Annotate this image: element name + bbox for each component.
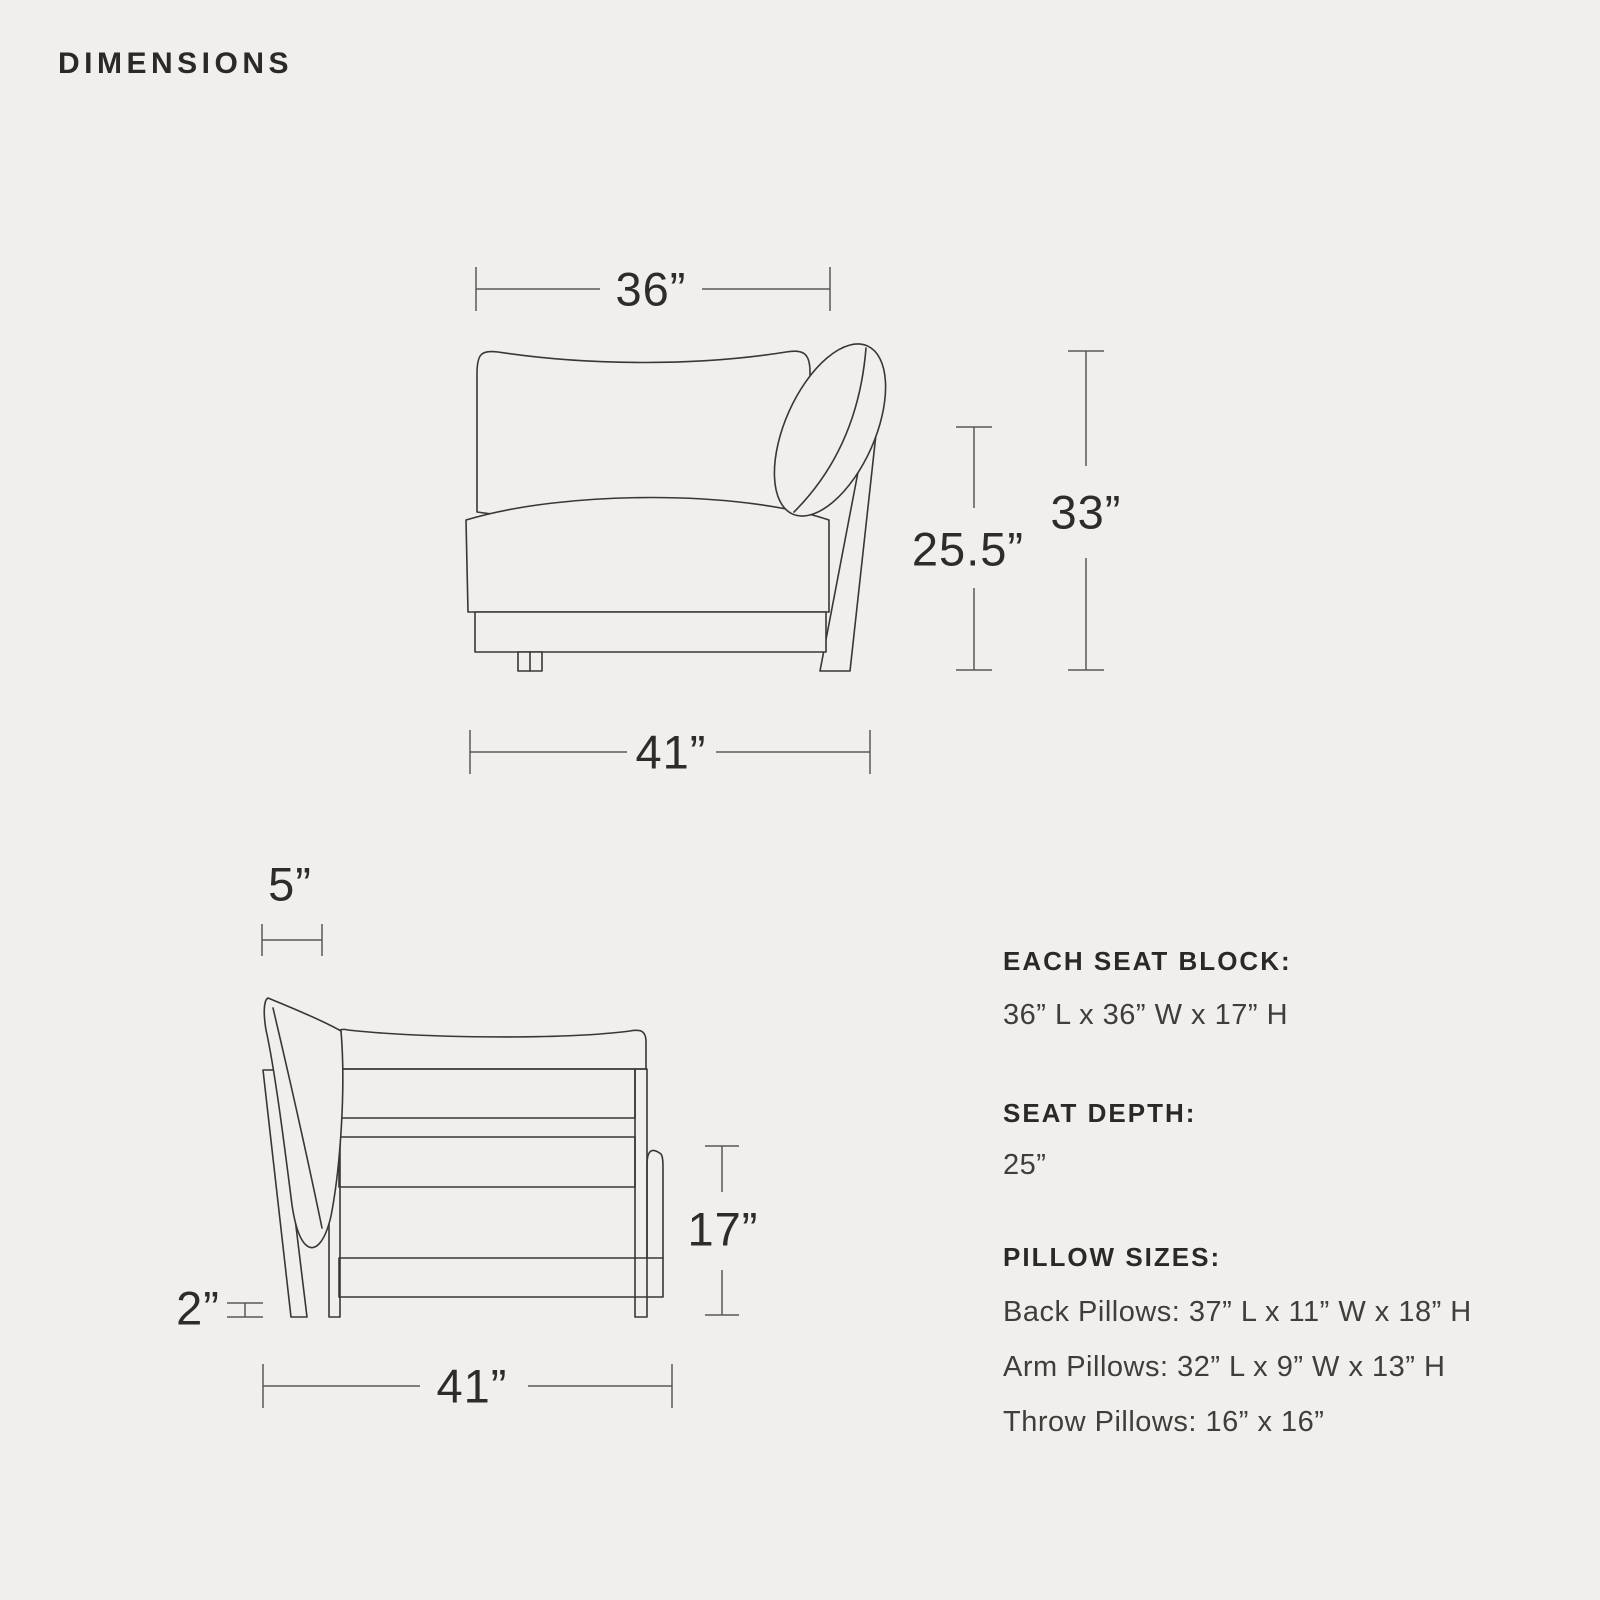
- front-seat-cushion-outline: [466, 498, 829, 613]
- spec-back-pillows-value: Back Pillows: 37” L x 11” W x 18” H: [1003, 1296, 1472, 1328]
- dim-label-front-top-width: 36”: [615, 262, 687, 316]
- spec-throw-pillows-value: Throw Pillows: 16” x 16”: [1003, 1406, 1325, 1438]
- side-seat-cushion-outline: [336, 1029, 646, 1069]
- side-frame: [329, 1069, 663, 1317]
- side-seat-edge-outline: [647, 1150, 663, 1258]
- dim-label-side-back-pillow-width: 5”: [268, 857, 312, 911]
- dim-label-front-overall-width: 41”: [635, 725, 707, 779]
- front-back-pillow-outline: [477, 351, 810, 521]
- front-view-diagram: [466, 263, 1121, 779]
- dim-side-leg-height: [176, 1282, 263, 1335]
- side-base-rail-outline: [339, 1258, 663, 1297]
- side-right-post-outline: [635, 1069, 647, 1317]
- side-view-diagram: [176, 858, 758, 1413]
- dim-front-top-width: [476, 263, 830, 316]
- dim-front-seat-back-height: [912, 427, 1024, 670]
- spec-seat-depth-heading: SEAT DEPTH:: [1003, 1098, 1197, 1128]
- dim-label-side-seat-block-height: 17”: [687, 1202, 759, 1256]
- dim-label-side-overall-depth: 41”: [436, 1359, 508, 1413]
- dim-label-front-overall-height: 33”: [1050, 485, 1122, 539]
- spec-seat-depth-value: 25”: [1003, 1149, 1047, 1181]
- dim-side-overall-depth: [263, 1360, 672, 1413]
- page-title: DIMENSIONS: [58, 47, 294, 80]
- dim-side-seat-block-height: [688, 1146, 759, 1315]
- dim-label-side-leg-height: 2”: [176, 1281, 220, 1335]
- spec-seat-block-value: 36” L x 36” W x 17” H: [1003, 999, 1289, 1031]
- front-base-outline: [475, 612, 826, 652]
- dim-front-overall-width: [470, 726, 870, 779]
- side-top-rail-outline: [339, 1069, 635, 1118]
- spec-arm-pillows-value: Arm Pillows: 32” L x 9” W x 13” H: [1003, 1351, 1446, 1383]
- dim-front-overall-height: [1051, 351, 1122, 670]
- dim-label-front-seat-back-height: 25.5”: [911, 522, 1025, 576]
- spec-pillow-sizes-heading: PILLOW SIZES:: [1003, 1242, 1222, 1272]
- side-mid-rail-outline: [339, 1137, 635, 1187]
- dim-side-back-pillow-width: [262, 858, 322, 957]
- spec-seat-block-heading: EACH SEAT BLOCK:: [1003, 946, 1292, 976]
